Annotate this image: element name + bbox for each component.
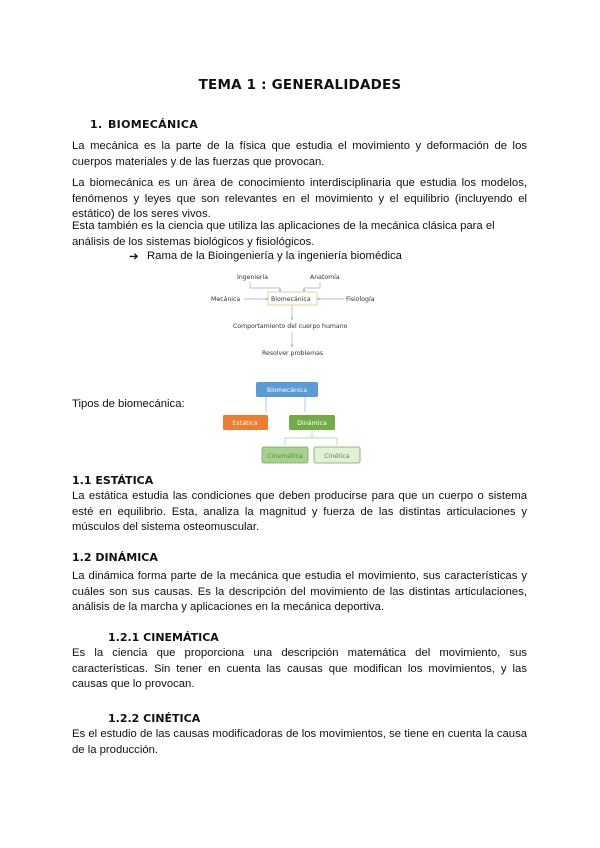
paragraph-estatica: La estática estudia las condiciones que deben producirse para que un cuerpo o sistema esté en equilibrio. Esta, analiza la magnitud y fuerza de las distintas articulaciones y músculos del sistema osteomuscular. xyxy=(72,490,527,533)
connector-dinamica-children xyxy=(285,430,337,445)
paragraph-biomecanica: La biomecánica es un área de conocimiento interdisciplinaria que estudia los modelos, fenómenos y leyes que son relevantes en el movimiento y el equilibrio (incluyendo el estático) de los seres vivos. xyxy=(72,177,527,220)
page-title: TEMA 1 : GENERALIDADES xyxy=(198,77,402,93)
paragraph-ciencia: Esta también es la ciencia que utiliza las aplicaciones de la mecánica clásica para el análisis de los sistemas biológicos y fisiológicos. xyxy=(72,220,495,248)
node-ingenieria: Ingeniería xyxy=(237,274,268,281)
node-estatica: Estática xyxy=(232,420,258,427)
node-resolver: Resolver problemas xyxy=(262,350,324,357)
biomecanica-concept-diagram xyxy=(200,268,390,360)
arrow-bullet-icon: ➔ xyxy=(129,251,139,263)
node-fisiologia: Fisiología xyxy=(346,296,375,303)
node-dinamica: Dinámica xyxy=(297,420,327,427)
heading-estatica: 1.1 ESTÁTICA xyxy=(72,474,154,487)
node-root: Biomecánica xyxy=(266,387,308,394)
paragraph-dinamica: La dinámica forma parte de la mecánica que estudia el movimiento, sus características y cuáles son sus causas. Es la descripción del movimiento de las distintas articulaciones, análisis de la marcha y aplicaciones en la mecánica deportiva. xyxy=(72,570,527,613)
arrow-ingenieria xyxy=(250,282,280,292)
paragraph-mecanica: La mecánica es la parte de la física que estudia el movimiento y deformación de los cuerpos materiales y de las fuerzas que provocan. xyxy=(72,140,527,168)
heading-cinematica: 1.2.1 CINEMÁTICA xyxy=(108,631,219,644)
arrow-anatomia xyxy=(304,282,320,292)
bullet-text: Rama de la Bioingeniería y la ingeniería biomédica xyxy=(147,250,402,262)
node-anatomia: Anatomía xyxy=(310,274,340,281)
heading-cinetica: 1.2.2 CINÉTICA xyxy=(108,712,201,725)
node-mecanica: Mecánica xyxy=(211,296,241,303)
node-comportamiento: Comportamiento del cuerpo humano xyxy=(233,323,348,330)
section-1-heading: BIOMECÁNICA xyxy=(108,118,199,131)
node-cinetica: Cinética xyxy=(324,453,350,460)
node-biomecanica: Biomecánica xyxy=(271,296,311,303)
heading-dinamica: 1.2 DINÁMICA xyxy=(72,551,158,564)
section-1-number: 1. xyxy=(90,118,103,131)
node-cinematica: Cinemática xyxy=(267,453,303,460)
tipos-biomecanica-diagram xyxy=(220,380,365,466)
tipos-label: Tipos de biomecánica: xyxy=(72,398,185,410)
paragraph-cinetica: Es el estudio de las causas modificadoras de los movimientos, se tiene en cuenta la causa de la producción. xyxy=(72,728,527,756)
paragraph-cinematica: Es la ciencia que proporciona una descripción matemática del movimiento, sus características. Sin tener en cuenta las causas que modifican los movimientos, y las causas que lo provocan. xyxy=(72,647,527,690)
